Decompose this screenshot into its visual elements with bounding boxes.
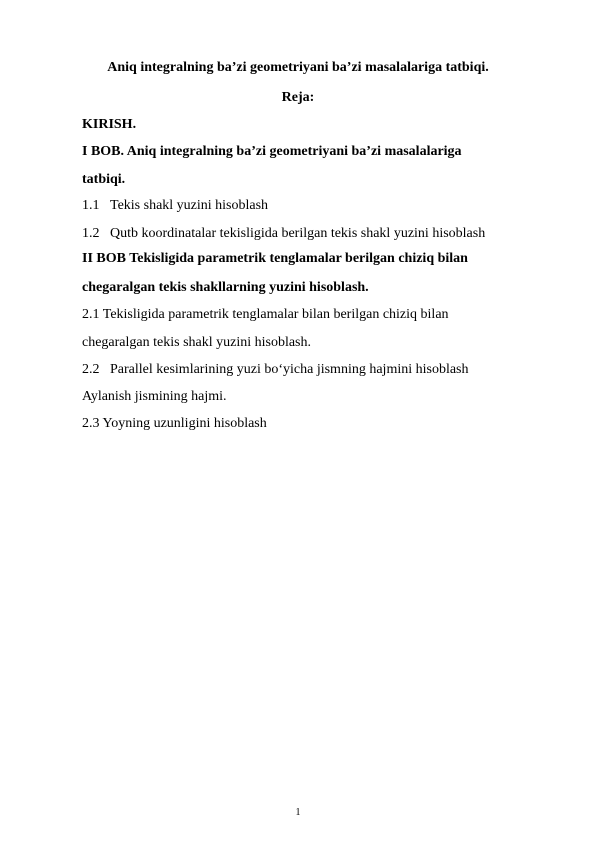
toc-item-text: Qutb koordinatalar tekisligida berilgan tekis shakl yuzini hisoblash xyxy=(110,226,486,241)
toc-item-aylanish: Aylanish jismining hajmi. xyxy=(82,389,227,404)
toc-item-number: 1.1 xyxy=(82,198,100,213)
chapter1-heading-line1: I BOB. Aniq integralning ba’zi geometriyani ba’zi masalalariga xyxy=(82,144,462,159)
toc-item-number: 2.2 xyxy=(82,362,100,377)
chapter2-heading-line2: chegaralgan tekis shakllarning yuzini hisoblash. xyxy=(82,280,369,295)
toc-item-number: 1.2 xyxy=(82,226,100,241)
document-title: Aniq integralning ba’zi geometriyani ba’zi masalalariga tatbiqi. xyxy=(107,60,489,75)
toc-item-text: Tekis shakl yuzini hisoblash xyxy=(110,198,269,213)
toc-item-2-1-line2: chegaralgan tekis shakl yuzini hisoblash. xyxy=(82,335,311,350)
chapter1-heading-line2: tatbiqi. xyxy=(82,172,126,187)
intro-heading: KIRISH. xyxy=(82,117,137,132)
toc-item-text: Parallel kesimlarining yuzi bo‘yicha jismning hajmini hisoblash xyxy=(110,362,469,377)
plan-heading: Reja: xyxy=(281,90,315,105)
chapter2-heading-line1: II BOB Tekisligida parametrik tenglamalar berilgan chiziq bilan xyxy=(82,251,468,266)
toc-item-2-1-line1: 2.1 Tekisligida parametrik tenglamalar bilan berilgan chiziq bilan xyxy=(82,307,449,322)
toc-item-2-3: 2.3 Yoyning uzunligini hisoblash xyxy=(82,416,267,431)
toc-item-1-1 xyxy=(82,197,268,214)
toc-item-1-2 xyxy=(82,225,485,242)
page-number: 1 xyxy=(295,807,301,818)
toc-item-2-2 xyxy=(82,361,469,378)
